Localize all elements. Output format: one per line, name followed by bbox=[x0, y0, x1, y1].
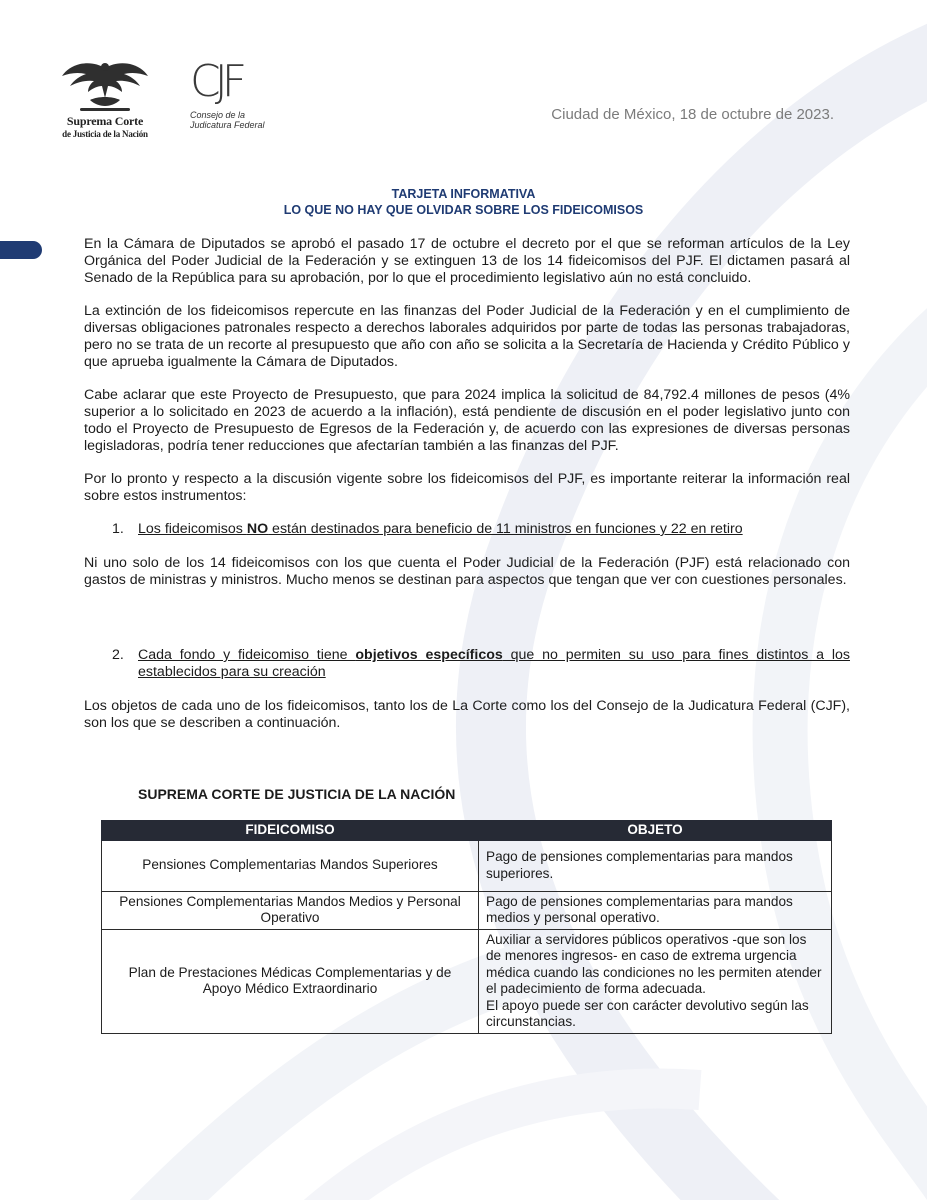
table-header-row bbox=[102, 821, 832, 841]
list-text-bold: NO bbox=[246, 521, 269, 537]
list-number: 1. bbox=[112, 521, 124, 537]
list-text-pre: Los fideicomisos bbox=[138, 521, 247, 537]
scjn-logo bbox=[58, 58, 152, 139]
list-text-post: están destinados para beneficio de 11 ministros en funciones y 22 en retiro bbox=[268, 521, 743, 537]
objeto-cell: Pago de pensiones complementarias para mandos superiores. bbox=[479, 840, 832, 891]
list-number: 2. bbox=[112, 647, 124, 663]
paragraph-1: En la Cámara de Diputados se aprobó el pasado 17 de octubre el decreto por el que se reforman artículos de la Ley Orgánica del Poder Judicial de la Federación y se extinguen 13 de los 14 fideicomisos del PJF. El dictamen pasará al Senado de la República para su aprobación, por lo que el procedimiento legislativo aún no está concluido. bbox=[84, 236, 850, 286]
eagle-emblem-icon bbox=[60, 58, 150, 112]
table-row bbox=[102, 891, 832, 929]
heading-line2: LO QUE NO HAY QUE OLVIDAR SOBRE LOS FIDEICOMISOS bbox=[283, 203, 644, 217]
fideicomisos-table bbox=[101, 820, 832, 1034]
paragraph-3: Cabe aclarar que este Proyecto de Presupuesto, que para 2024 implica la solicitud de 84,792.4 millones de pesos (4% superior a lo solicitado en 2023 de acuerdo a la inflación), está pendiente de discusión en el poder legislativo junto con todo el Proyecto de Presupuesto de Egresos de la Federación y, de acuerdo con las expresiones de diversas personas legisladoras, podría tener reducciones que afectarían también a las finanzas del PJF. bbox=[84, 387, 850, 454]
paragraph-4: Por lo pronto y respecto a la discusión vigente sobre los fideicomisos del PJF, es importante reiterar la información real sobre estos instrumentos: bbox=[84, 471, 850, 504]
fideicomiso-cell: Pensiones Complementarias Mandos Superiores bbox=[102, 840, 479, 891]
heading-line1: TARJETA INFORMATIVA bbox=[391, 187, 536, 201]
section-title: SUPREMA CORTE DE JUSTICIA DE LA NACIÓN bbox=[138, 786, 456, 802]
objeto-text-extra: El apoyo puede ser con carácter devolutivo según las circunstancias. bbox=[486, 997, 809, 1029]
column-header-objeto: OBJETO bbox=[479, 821, 832, 841]
scjn-name-line1: Suprema Corte bbox=[66, 114, 144, 128]
list-item-2 bbox=[84, 647, 850, 681]
objeto-cell: Pago de pensiones complementarias para mandos medios y personal operativo. bbox=[479, 891, 832, 929]
objeto-cell bbox=[479, 929, 832, 1033]
document-heading bbox=[0, 186, 927, 218]
list-item-1 bbox=[84, 521, 850, 538]
cjf-name bbox=[190, 110, 280, 130]
left-edge-tab bbox=[0, 241, 42, 259]
document-date: Ciudad de México, 18 de octubre de 2023. bbox=[551, 106, 834, 123]
scjn-name-line2: de Justicia de la Nación bbox=[62, 129, 148, 139]
table-row bbox=[102, 840, 832, 891]
fideicomiso-cell: Pensiones Complementarias Mandos Medios y Personal Operativo bbox=[102, 891, 479, 929]
fideicomiso-cell: Plan de Prestaciones Médicas Complementarias y de Apoyo Médico Extraordinario bbox=[102, 929, 479, 1033]
document-body bbox=[84, 236, 850, 748]
cjf-monogram: CJF bbox=[190, 56, 242, 107]
paragraph-5: Ni uno solo de los 14 fideicomisos con los que cuenta el Poder Judicial de la Federación (PJF) está relacionado con gastos de ministras y ministros. Mucho menos se destinan para aspectos que tengan que ver con cuestiones personales. bbox=[84, 555, 850, 588]
list-text-post: que no permiten su uso para fines distintos a los establecidos para su creación bbox=[138, 647, 850, 680]
cjf-name-line2: Judicatura Federal bbox=[190, 120, 265, 130]
paragraph-6: Los objetos de cada uno de los fideicomisos, tanto los de La Corte como los del Consejo de la Judicatura Federal (CJF), son los que se describen a continuación. bbox=[84, 698, 850, 731]
list-item-text bbox=[138, 521, 850, 538]
objeto-text: Auxiliar a servidores públicos operativos -que son los de menores ingresos- en caso de extrema urgencia médica cuando las condiciones no les permiten atender el padecimiento de forma adecuada. bbox=[486, 931, 822, 996]
list-text-pre: Cada fondo y fideicomiso tiene bbox=[138, 647, 356, 663]
cjf-logo bbox=[190, 56, 280, 130]
table-row bbox=[102, 929, 832, 1033]
column-header-fideicomiso: FIDEICOMISO bbox=[102, 821, 479, 841]
list-text-bold: objetivos específicos bbox=[355, 647, 503, 663]
cjf-name-line1: Consejo de la bbox=[190, 110, 246, 120]
paragraph-2: La extinción de los fideicomisos repercute en las finanzas del Poder Judicial de la Federación y en el cumplimiento de diversas obligaciones patronales respecto a derechos laborales adquiridos por parte de todas las personas trabajadoras, pero no se trata de un recorte al presupuesto que año con año se solicita a la Secretaría de Hacienda y Crédito Público y que aprueba igualmente la Cámara de Diputados. bbox=[84, 303, 850, 370]
list-item-text bbox=[138, 647, 850, 681]
